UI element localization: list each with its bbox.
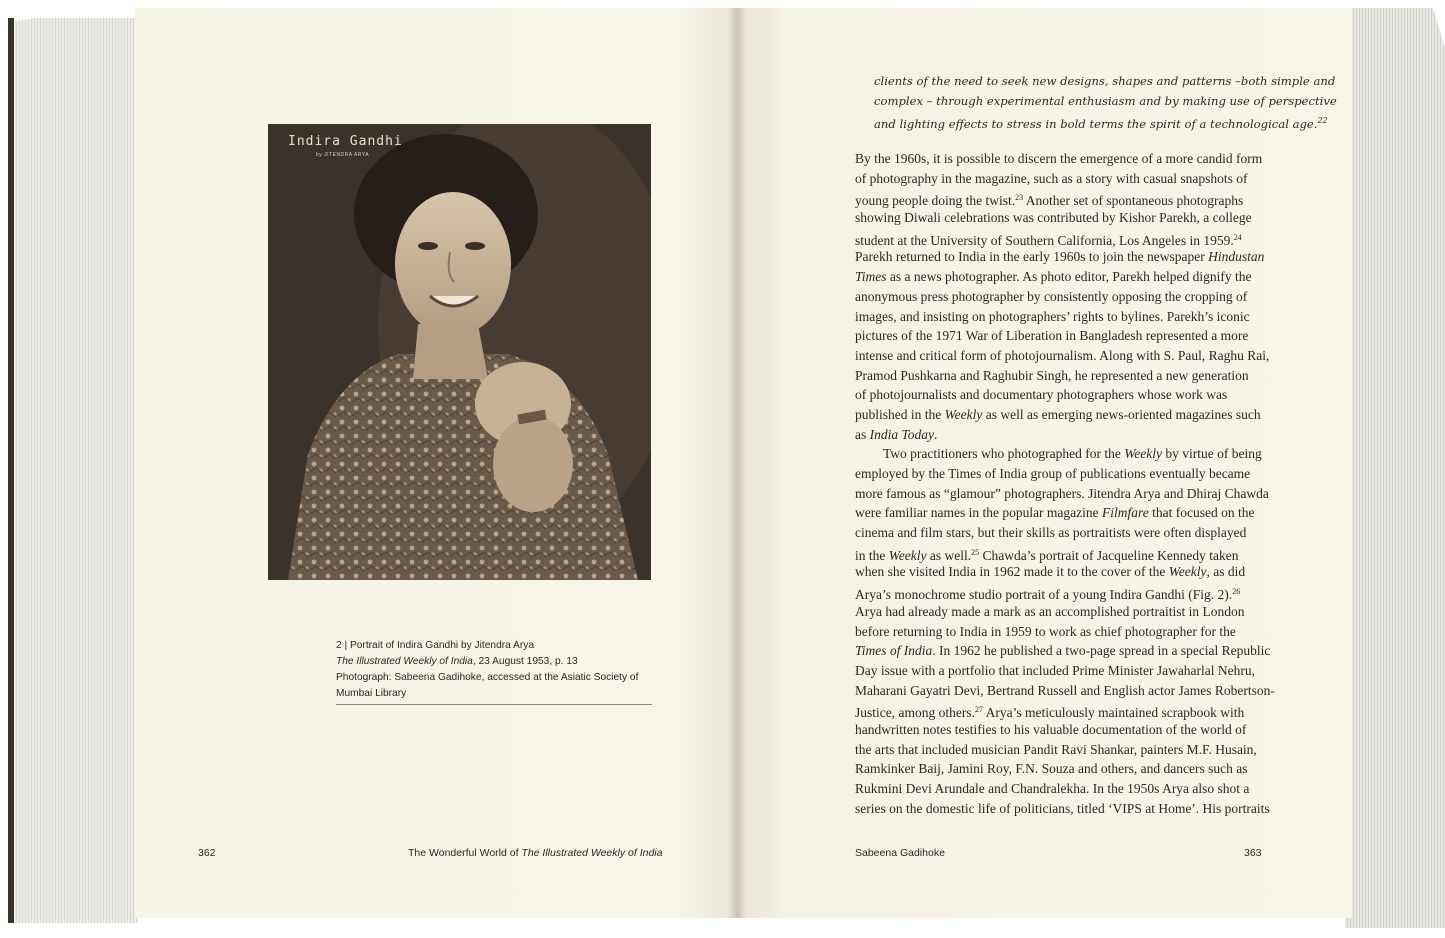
text-line [855, 543, 1295, 563]
text-line: showing Diwali celebrations was contributed by Kishor Parekh, a college [855, 210, 1252, 226]
text-span: Justice, among others. [855, 705, 975, 721]
caption-line-3: Photograph: Sabeena Gadihoke, accessed at the Asiatic Society of [336, 672, 639, 683]
text-line: series on the domestic life of politicians, titled ‘VIPS at Home’. His portraits [855, 800, 1270, 816]
quote-line-last [874, 111, 1328, 131]
running-head-prefix: The Wonderful World of [408, 847, 522, 859]
text-line: Pramod Pushkarna and Raghubir Singh, he represented a new generation [855, 367, 1249, 383]
running-head-right: Sabeena Gadihoke [855, 847, 945, 859]
photo-byline: by JITENDRA ARYA [316, 152, 370, 158]
text-span: in the [855, 547, 889, 563]
book-gutter [728, 8, 746, 918]
footnote-ref: 22 [1317, 116, 1328, 125]
text-span: as well as emerging news-oriented magazines such [982, 406, 1261, 422]
footnote-ref: 23 [1015, 193, 1024, 203]
text-line: Arya had already made a mark as an accomplished portraitist in London [855, 603, 1245, 619]
text-span: Chawda’s portrait of Jacqueline Kennedy taken [979, 547, 1239, 563]
caption-rule [336, 704, 652, 705]
text-span: Another set of spontaneous photographs [1023, 193, 1244, 209]
quote-line: complex – through experimental enthusiasm and by making use of perspective [874, 93, 1337, 108]
text-line [855, 641, 1295, 661]
text-line-indented [855, 444, 1295, 464]
text-span: when she visited India in 1962 made it to the cover of the [855, 564, 1169, 580]
text-span: as well. [926, 547, 972, 563]
text-line: intense and critical form of photojournalism. Along with S. Paul, Raghu Rai, [855, 347, 1270, 363]
right-page-edges [1345, 8, 1445, 928]
text-italic: Times [855, 269, 887, 285]
text-span: that focused on the [1148, 505, 1255, 521]
text-span: . [934, 426, 938, 442]
text-italic: Hindustan [1208, 249, 1265, 265]
text-italic: Weekly [1168, 564, 1207, 580]
footnote-ref: 26 [1232, 587, 1241, 597]
text-span: , as did [1206, 564, 1246, 580]
caption-date: , 23 August 1953, p. 13 [472, 656, 578, 667]
text-line: handwritten notes testifies to his valuable documentation of the world of [855, 721, 1247, 737]
body-text [855, 149, 1295, 818]
footnote-ref: 27 [974, 705, 983, 715]
text-line: Maharani Gayatri Devi, Bertrand Russell and English actor James Robertson- [855, 682, 1275, 698]
running-head-title: The Illustrated Weekly of India [521, 847, 663, 859]
caption-publication: The Illustrated Weekly of India [336, 656, 473, 667]
text-line: of photojournalists and documentary photographers whose work was [855, 387, 1228, 403]
text-span: as [855, 426, 870, 442]
text-line: Day issue with a portfolio that included Prime Minister Jawaharlal Nehru, [855, 662, 1256, 678]
text-line: By the 1960s, it is possible to discern the emergence of a more candid form [855, 151, 1263, 166]
text-span: Arya’s monochrome studio portrait of a young Indira Gandhi (Fig. 2). [855, 587, 1233, 603]
text-italic: Weekly [944, 406, 983, 422]
figure-caption [336, 638, 652, 702]
quote-line: clients of the need to seek new designs, shapes and patterns –both simple and [874, 74, 1336, 88]
text-span: Arya’s meticulously maintained scrapbook with [982, 705, 1245, 721]
left-page-edges [8, 18, 141, 923]
text-line [855, 405, 1295, 425]
footnote-ref: 24 [1233, 232, 1242, 242]
text-italic: Weekly [888, 547, 927, 563]
text-italic: Weekly [1124, 446, 1162, 462]
portrait-illustration [268, 124, 651, 580]
page-number-left: 362 [198, 847, 216, 859]
text-line: of photography in the magazine, such as a story with casual snapshots of [855, 170, 1248, 186]
cover-shadow [8, 18, 14, 923]
text-italic: Filmfare [1102, 505, 1149, 521]
text-span: student at the University of Southern California, Los Angeles in 1959. [855, 232, 1234, 248]
quote-line-text: and lighting effects to stress in bold terms the spirit of a technological age. [874, 117, 1318, 131]
text-span: Parekh returned to India in the early 1960s to join the newspaper [855, 249, 1209, 265]
text-line [855, 188, 1295, 208]
text-span: . In 1962 he published a two-page spread in a special Republic [932, 643, 1271, 659]
text-line [855, 228, 1295, 248]
text-line [855, 503, 1295, 523]
block-quote [874, 72, 1337, 131]
text-line [855, 582, 1295, 602]
text-span: Two practitioners who photographed for the [883, 446, 1125, 462]
text-span: published in the [855, 406, 945, 422]
text-span: as a news photographer. As photo editor, Parekh helped dignify the [886, 269, 1252, 285]
text-span: by virtue of being [1161, 446, 1262, 462]
portrait-photo [268, 124, 651, 580]
photo-title: Indira Gandhi [288, 134, 403, 149]
text-line: anonymous press photographer by consistently opposing the cropping of [855, 288, 1248, 304]
text-line: pictures of the 1971 War of Liberation in Bangladesh represented a more [855, 328, 1249, 344]
text-line: Ramkinker Baij, Jamini Roy, F.N. Souza and others, and dancers such as [855, 761, 1248, 777]
text-line [855, 247, 1295, 267]
text-italic: Times of India [855, 643, 933, 659]
page-number-right: 363 [1244, 847, 1262, 859]
text-span: were familiar names in the popular magazine [855, 505, 1103, 521]
text-line: before returning to India in 1959 to work as chief photographer for the [855, 623, 1236, 639]
text-line: the arts that included musician Pandit Ravi Shankar, painters M.F. Husain, [855, 741, 1257, 757]
text-line: images, and insisting on photographers’ rights to bylines. Parekh’s iconic [855, 308, 1250, 324]
caption-line-1: 2 | Portrait of Indira Gandhi by Jitendra Arya [336, 640, 535, 651]
text-line: cinema and film stars, but their skills as portraitists were often displayed [855, 525, 1247, 541]
text-line: Rukmini Devi Arundale and Chandralekha. In the 1950s Arya also shot a [855, 781, 1250, 796]
text-line [855, 425, 1295, 445]
running-head-left [408, 847, 662, 859]
text-italic: India Today [869, 426, 935, 442]
caption-line-2 [336, 654, 652, 670]
text-span: young people doing the twist. [855, 193, 1016, 209]
text-line [855, 267, 1295, 287]
text-line: employed by the Times of India group of publications eventually became [855, 466, 1251, 481]
text-line: more famous as “glamour” photographers. Jitendra Arya and Dhiraj Chawda [855, 485, 1269, 501]
text-line [855, 700, 1295, 720]
footnote-ref: 25 [971, 547, 980, 557]
caption-line-4: Mumbai Library [336, 688, 407, 699]
text-line [855, 562, 1295, 582]
